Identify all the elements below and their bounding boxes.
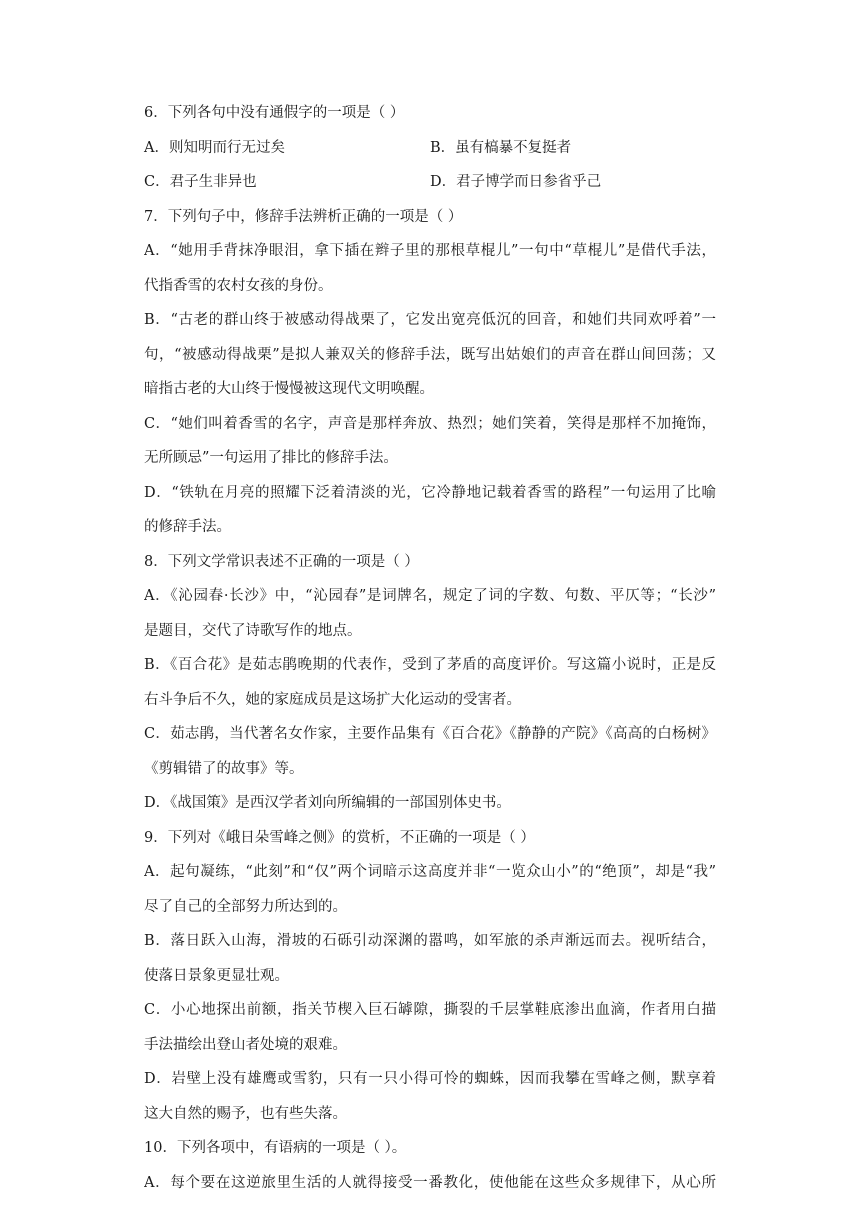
option-line: D．《战国策》是西汉学者刘向所编辑的一部国别体史书。 [144, 795, 511, 811]
option-line: 句，“被感动得战栗”是拟人兼双关的修辞手法，既写出姑娘们的声音在群山间回荡；又 [144, 346, 716, 363]
question-7-option-c [144, 407, 716, 476]
question-9-option-a [144, 855, 716, 924]
question-8-stem: 8．下列文学常识表述不正确的一项是（ ） [144, 553, 419, 570]
question-6-option-b: B．虽有槁暴不复挺者 [430, 139, 572, 156]
option-line: 这大自然的赐予，也有些失落。 [144, 1105, 347, 1122]
option-line: C．茹志鹃，当代著名女作家，主要作品集有《百合花》《静静的产院》《高高的白杨树》 [144, 726, 716, 742]
option-line: C．“她们叫着香雪的名字，声音是那样奔放、热烈；她们笑着，笑得是那样不加掩饰， [144, 415, 716, 432]
question-8-option-c [144, 717, 716, 786]
question-6-option-a: A．则知明而行无过矣 [144, 139, 285, 156]
option-line: 右斗争后不久，她的家庭成员是这场扩大化运动的受害者。 [144, 691, 521, 708]
option-line: B．《百合花》是茹志鹃晚期的代表作，受到了茅盾的高度评价。写这篇小说时，正是反 [144, 657, 716, 673]
question-6-options-row-1 [144, 131, 716, 166]
question-6-options-row-2 [144, 165, 716, 200]
option-line: C．小心地探出前额，指关节楔入巨石罅隙，撕裂的千层掌鞋底渗出血滴，作者用白描 [144, 1002, 716, 1018]
question-8-option-d [144, 786, 716, 821]
option-line: 代指香雪的农村女孩的身份。 [144, 277, 333, 294]
option-line: A．起句凝练，“此刻”和“仅”两个词暗示这高度并非“一览众山小”的“绝顶”，却是“我” [144, 864, 716, 880]
question-9-option-b [144, 924, 716, 993]
option-line: D．“铁轨在月亮的照耀下泛着清淡的光，它冷静地记载着香雪的路程”一句运用了比喻 [144, 484, 716, 501]
option-line: A．每个要在这逆旅里生活的人就得接受一番教化，使他能在这些众多规律下，从心所 [144, 1174, 716, 1191]
option-line: A．“她用手背抹净眼泪，拿下插在辫子里的那根草棍儿”一句中“草棍儿”是借代手法， [144, 243, 716, 259]
option-line: A．《沁园春·长沙》中，“沁园春”是词牌名，规定了词的字数、句数、平仄等；“长沙” [144, 588, 716, 604]
option-line: 尽了自己的全部努力所达到的。 [144, 898, 347, 915]
question-7-option-b [144, 303, 716, 407]
question-8-option-b [144, 648, 716, 717]
question-9-stem: 9．下列对《峨日朵雪峰之侧》的赏析，不正确的一项是（ ） [144, 829, 535, 846]
question-9-option-d [144, 1062, 716, 1131]
option-line: 无所顾忌”一句运用了排比的修辞手法。 [144, 450, 398, 466]
question-6-option-d: D．君子博学而日参省乎己 [430, 174, 602, 190]
option-line: 手法描绘出登山者处境的艰难。 [144, 1036, 347, 1053]
option-line: B．落日跃入山海，滑坡的石砾引动深渊的嚣鸣，如军旅的杀声渐远而去。视听结合， [144, 933, 716, 949]
question-7-stem: 7．下列句子中，修辞手法辨析正确的一项是（ ） [144, 208, 463, 225]
option-line: 使落日景象更显壮观。 [144, 967, 289, 984]
option-line: 是题目，交代了诗歌写作的地点。 [144, 622, 362, 639]
question-7-option-d [144, 476, 716, 545]
question-9-option-c [144, 993, 716, 1062]
question-6-option-c: C．君子生非异也 [144, 174, 257, 190]
question-10-option-a [144, 1166, 716, 1201]
question-10-stem: 10．下列各项中，有语病的一项是（ ）。 [144, 1140, 407, 1156]
option-line: B．“古老的群山终于被感动得战栗了，它发出宽亮低沉的回音，和她们共同欢呼着”一 [144, 312, 716, 328]
option-line: 《剪辑错了的故事》等。 [144, 760, 304, 777]
exam-page [144, 96, 716, 1200]
option-line: 的修辞手法。 [144, 519, 231, 535]
question-6-stem: 6．下列各句中没有通假字的一项是（ ） [144, 105, 405, 121]
question-8-option-a [144, 579, 716, 648]
question-7-option-a [144, 234, 716, 303]
option-line: 暗指古老的大山终于慢慢被这现代文明唤醒。 [144, 381, 434, 397]
option-line: D．岩壁上没有雄鹰或雪豹，只有一只小得可怜的蜘蛛，因而我攀在雪峰之侧，默享着 [144, 1071, 716, 1087]
